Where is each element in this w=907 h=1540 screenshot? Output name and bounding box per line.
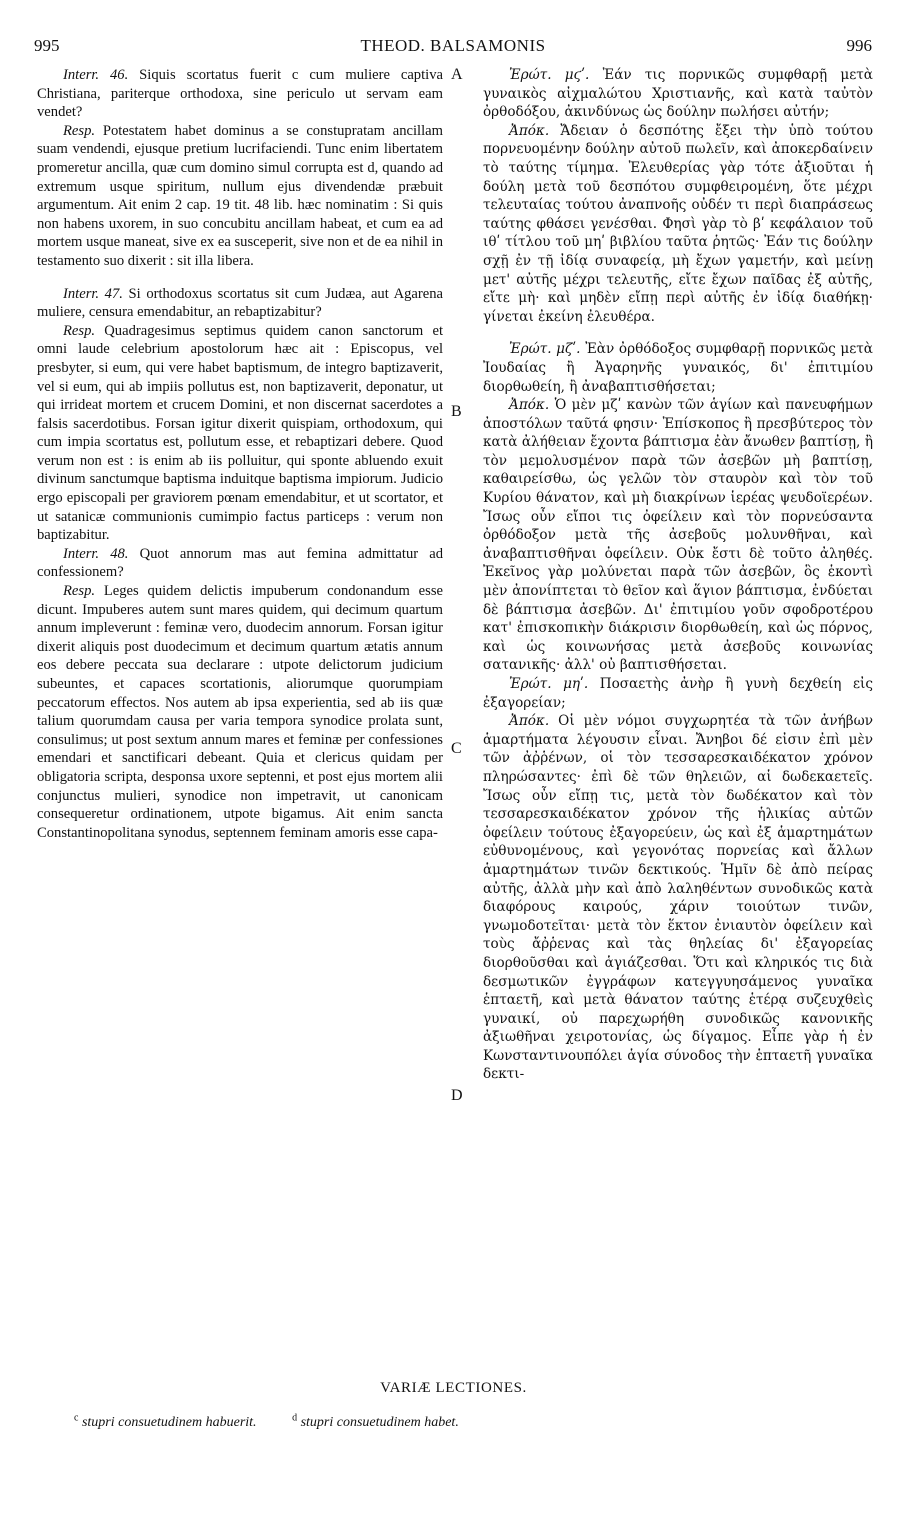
paragraph-text: Ἐάν τις πορνικῶς συμφθαρῇ μετὰ γυναικὸς αἰχμαλώτου Χριστιανῆς, καὶ κατὰ ταὐτὸν ὀρθοδόξου, ἀκινδύνως ὡς δούλην πωλήσει αὐτήν; (483, 67, 873, 121)
paragraph-text: Οἱ μὲν νόμοι συγχωρητέα τὰ τῶν ἀνήβων ἁμαρτήματα λέγουσιν εἶναι. Ἄνηβοι δέ εἰσιν ἐπὶ μὲν τῶν ἀῤῥένων, οἱ τὸν τεσσαρεσκαιδέκατον χρόνον πληρώσαντες· ἐπὶ δὲ τῶν θηλειῶν, αἱ δωδεκαετεῖς. Ἴσως οὖν εἴπῃ τις, μετὰ τὸν δωδέκατον καὶ τὸν τεσσαρεσκαιδέκατον χρόνον τῆς ἡλικίας αὐτῶν ὀφείλειν τούτους ἐξαγορεύειν, ὡς καὶ ἐξ ἁμαρτημάτων εὐθυνομένους, καὶ γεγονότας πορνείας καὶ ἄλλων ἁμαρτημάτων τινῶν δεκτικούς. Ἡμῖν δὲ ἀπὸ πείρας αὐτῆς, ἀλλὰ μὴν καὶ ἀπὸ λαληθέντων συνοδικῶς κατὰ διαφόρους καιρούς, χάριν τοιούτων τινῶν, γνωμοδοτεῖται· μετὰ τὸν ἕκτον ἐνιαυτὸν ὀφείλειν καὶ τοὺς ἄῤῥενας καὶ τὰς θηλείας δι' ἐξαγορείας διορθοῦσθαι καὶ ἁγιάζεσθαι. Ὅτι καὶ κληρικός τις διὰ δεσμωτικῶν ἐγγράφων κατεγγυησάμενος γυναῖκα ἑπταετῆ, καὶ μετὰ θάνατον ταύτης ἑτέρᾳ συζευχθεὶς γυναικί, οὐ παρεχωρήθη συνοδικῶς κανονικῆς ἀξιωθῆναι χειροτονίας, ὡς δίγαμος. Εἶπε γὰρ ἡ ἐν Κωνσταντινουπόλει ἁγία σύνοδος τὴν ἑπταετῆ γυναῖκα δεκτι- (483, 713, 873, 1083)
paragraph-text: Si orthodoxus scortatus sit cum Judæa, aut Agarena muliere, censura emendabitur, an rebaptizabitur? (37, 285, 443, 321)
answer-label: Resp. (63, 122, 96, 139)
greek-paragraph (483, 340, 873, 396)
greek-paragraph (483, 66, 873, 122)
paragraph-text: Leges quidem delictis impuberum condonandum esse dicunt. Impuberes autem sunt mares quidem, qui decimum quartum annum impleverunt : feminæ vero, duodecim annorum. Forsan igitur dixerit aliquis post duodecimum et decimum quartum ætatis annum eos debere peccata sua declarare : utpote delictorum judicium subeuntes, et capaces scortationis, aliorumque quorumpiam peccatorum effectos. Nos autem ab ipsa experientia, sed ab iis quæ talium quorumdam causa per varia tempora synodice prolata sunt, consulimus; ut post sextum annum mares et feminæ per confessiones emendari et sanctificari debeant. Quia et clericus quidam per obligatoria scripta, desponsa uxore septenni, et post ejus mortem alii conjunctus mulieri, synodice non impetravit, ut canonicam consequeretur ordinationem, utpote bigamus. Ait enim sancta Constantinopolitana synodus, septennem feminam amoris esse capa- (37, 583, 443, 841)
greek-paragraph (483, 396, 873, 675)
latin-paragraph (37, 545, 443, 582)
footnote-mark: c (74, 1412, 79, 1423)
answer-label: Ἀπόκ. (509, 713, 550, 730)
footnote-mark: d (292, 1412, 298, 1423)
margin-letter-d: D (451, 1087, 463, 1104)
question-label: Ἐρώτ. μηʹ. (509, 676, 589, 692)
latin-paragraph (37, 322, 443, 545)
answer-label: Ἀπόκ. (509, 397, 550, 414)
latin-paragraph (37, 66, 443, 122)
page-number-right: 996 (846, 36, 872, 55)
page-number-left: 995 (34, 36, 60, 55)
variant-text: stupri consuetudinem habet. (300, 1414, 459, 1430)
greek-column (483, 66, 873, 1084)
margin-letter-b: B (451, 403, 462, 420)
variant-text: stupri consuetudinem habuerit. (81, 1414, 257, 1430)
question-label: Interr. 47. (63, 285, 123, 302)
question-label: Ἐρώτ. μζʹ. (509, 341, 581, 358)
margin-letter-a: A (451, 66, 463, 83)
paragraph-text: Ἐὰν ὀρθόδοξος συμφθαρῇ πορνικῶς μετὰ Ἰουδαίας ἢ Ἀγαρηνῆς γυναικός, δι' ἐπιτιμίου διορθωθείη, ἢ ἀναβαπτισθήσεται; (483, 341, 873, 395)
running-head: THEOD. BALSAMONIS (360, 36, 546, 55)
question-label: Interr. 46. (63, 67, 129, 83)
greek-paragraph (483, 712, 873, 1084)
variant-reading (74, 1412, 273, 1430)
latin-paragraph (37, 582, 443, 842)
latin-paragraph (37, 122, 443, 271)
latin-column (37, 66, 443, 842)
variant-readings (74, 1412, 774, 1431)
paragraph-text: Quadragesimus septimus quidem canon sanctorum et omni laude celebrium apostolorum hæc ait : Episcopus, vel presbyter, si eum, qui vere habet baptismum, de integro baptizaverit, vel si eum, qui ab impiis pollutus est, non baptizaverit, deponatur, ut qui irrideat mortem et crucem Domini, et non discernat sacerdotes a falsis sacerdotibus. Forsan igitur dixerit quispiam, orthodoxum, qui cum impia scortatus est, pollutum esse, et rebaptizari debere. Quod verum non est : is enim ab iis polluitur, qui sponte abluendo exuit divinum sanctumque baptisma induitque baptisma impiorum. Judicio ergo episcopali per graviorem pœnam emendabitur, et ut scortator, et ut satanicæ communionis cumimpio factus particeps : verum non baptizabitur. (37, 322, 444, 544)
question-label: Ἐρώτ. μϛʹ. (509, 67, 590, 83)
answer-label: Resp. (63, 322, 96, 339)
paragraph-text: Quot annorum mas aut femina admittatur ad confessionem? (37, 545, 443, 581)
paragraph-text: Siquis scortatus fuerit c cum muliere captiva Christiana, pariterque orthodoxa, sine periculo ut servam eam vendet? (37, 67, 443, 121)
paragraph-text: Ἄδειαν ὁ δεσπότης ἔξει τὴν ὑπὸ τούτου πορνευομένην δούλην αὐτοῦ πωλεῖν, καὶ ἀποκερδαίνειν τὸ ταύτης τίμημα. Ἐλευθερίας γὰρ τότε ἀξιοῦται ἡ δούλη μετὰ τοῦ δεσπότου συμφθειρομένη, ὅτε μέχρι τελευταίας τούτου ἀναπνοῆς οὐδέν τι περὶ διαπράσεως ταύτης φθάσει γενέσθαι. Φησὶ γὰρ τὸ βʹ κεφάλαιον τοῦ ιθʹ τίτλου τοῦ μηʹ βιβλίου ταῦτα ῥητῶς· Ἐάν τις δούλην σχῇ ἐν τῇ ἰδίᾳ συναφείᾳ, μὴ ἔχων γαμετήν, καὶ μείνῃ μετ' αὐτῆς μέχρι τελευτῆς, εἴτε ἔχων παῖδας ἐξ αὐτῆς, εἴτε μὴ· καὶ μηδὲν εἴπῃ περὶ αὐτῆς ἐν ἰδίᾳ διαθήκῃ· γίνεται ἐκείνη ἐλευθέρα. (483, 122, 874, 325)
page-header (34, 36, 872, 58)
answer-label: Resp. (63, 583, 96, 600)
greek-paragraph (483, 675, 873, 712)
question-label: Interr. 48. (63, 545, 129, 562)
answer-label: Ἀπόκ. (509, 122, 550, 139)
paragraph-text: Potestatem habet dominus a se constupratam ancillam suam vendendi, ejusque pretium lucrifaciendi. Tunc enim libertatem promeretur ancilla, quæ cum domino simul corrupta est d, quando ad extremum usque spiritum, nullum ejus divendendæ præbuit argumentum. Ait enim 2 cap. 19 tit. 48 lib. hæc nominatim : Si quis non habens uxorem, in suo concubitu ancillam habeat, et cum ea ad mortem usque maneat, sive ex ea susceperit, sive non et de ea nihil in testamento suo dixerit : sit illa libera. (37, 122, 443, 269)
paragraph-text: Ὁ μὲν μζʹ κανὼν τῶν ἁγίων καὶ πανευφήμων ἀποστόλων ταῦτά φησιν· Ἐπίσκοπος ἢ πρεσβύτερος τὸν κατὰ ἀλήθειαν ἔχοντα βάπτισμα ἐὰν ἄνωθεν βαπτίσῃ, ἢ τὸν μεμολυσμένον παρὰ τῶν ἀσεβῶν μὴ βαπτίσῃ, καθαιρείσθω, ὡς γελῶν τὸν σταυρὸν καὶ τὸν τοῦ Κυρίου θάνατον, καὶ μὴ διακρίνων ἱερέας ψευδοϊερέων. Ἴσως οὖν εἴποι τις ὀφείλειν καὶ τὸν πορνεύσαντα ὀρθόδοξον μετὰ τῆς ἀσεβοῦς μολυνθῆναι, καὶ ἀναβαπτισθῆναι ὀφείλειν. Οὐκ ἔστι δὲ τοῦτο ἀληθές. Ἐκεῖνος γὰρ μολύνεται παρὰ τῶν ἀσεβῶν, ὃς ἑκοντὶ μὲν ἀπονίπτεται τὸ θεῖον καὶ ἅγιον βάπτισμα, ἐνδύεται δὲ βάπτισμα ἀσεβῶν. Δι' ἐπιτιμίου γοῦν σφοδροτέρου κατ' ἐπισκοπικὴν διάκρισιν διορθωθείη, καὶ ὡς πόρνος, καὶ ὡς κοινωνήσας μετὰ ἀσεβοῦς κοινωνίας σατανικῆς· ἀλλ' οὐ βαπτισθήσεται. (483, 397, 873, 674)
greek-paragraph (483, 122, 873, 327)
paragraph-text: Ποσαετὴς ἀνὴρ ἢ γυνὴ δεχθείη εἰς ἐξαγορείαν; (483, 676, 873, 711)
latin-paragraph (37, 285, 443, 322)
margin-letter-c: C (451, 740, 462, 757)
variant-reading (292, 1412, 475, 1430)
variae-lectiones-title: VARIÆ LECTIONES. (380, 1380, 527, 1396)
